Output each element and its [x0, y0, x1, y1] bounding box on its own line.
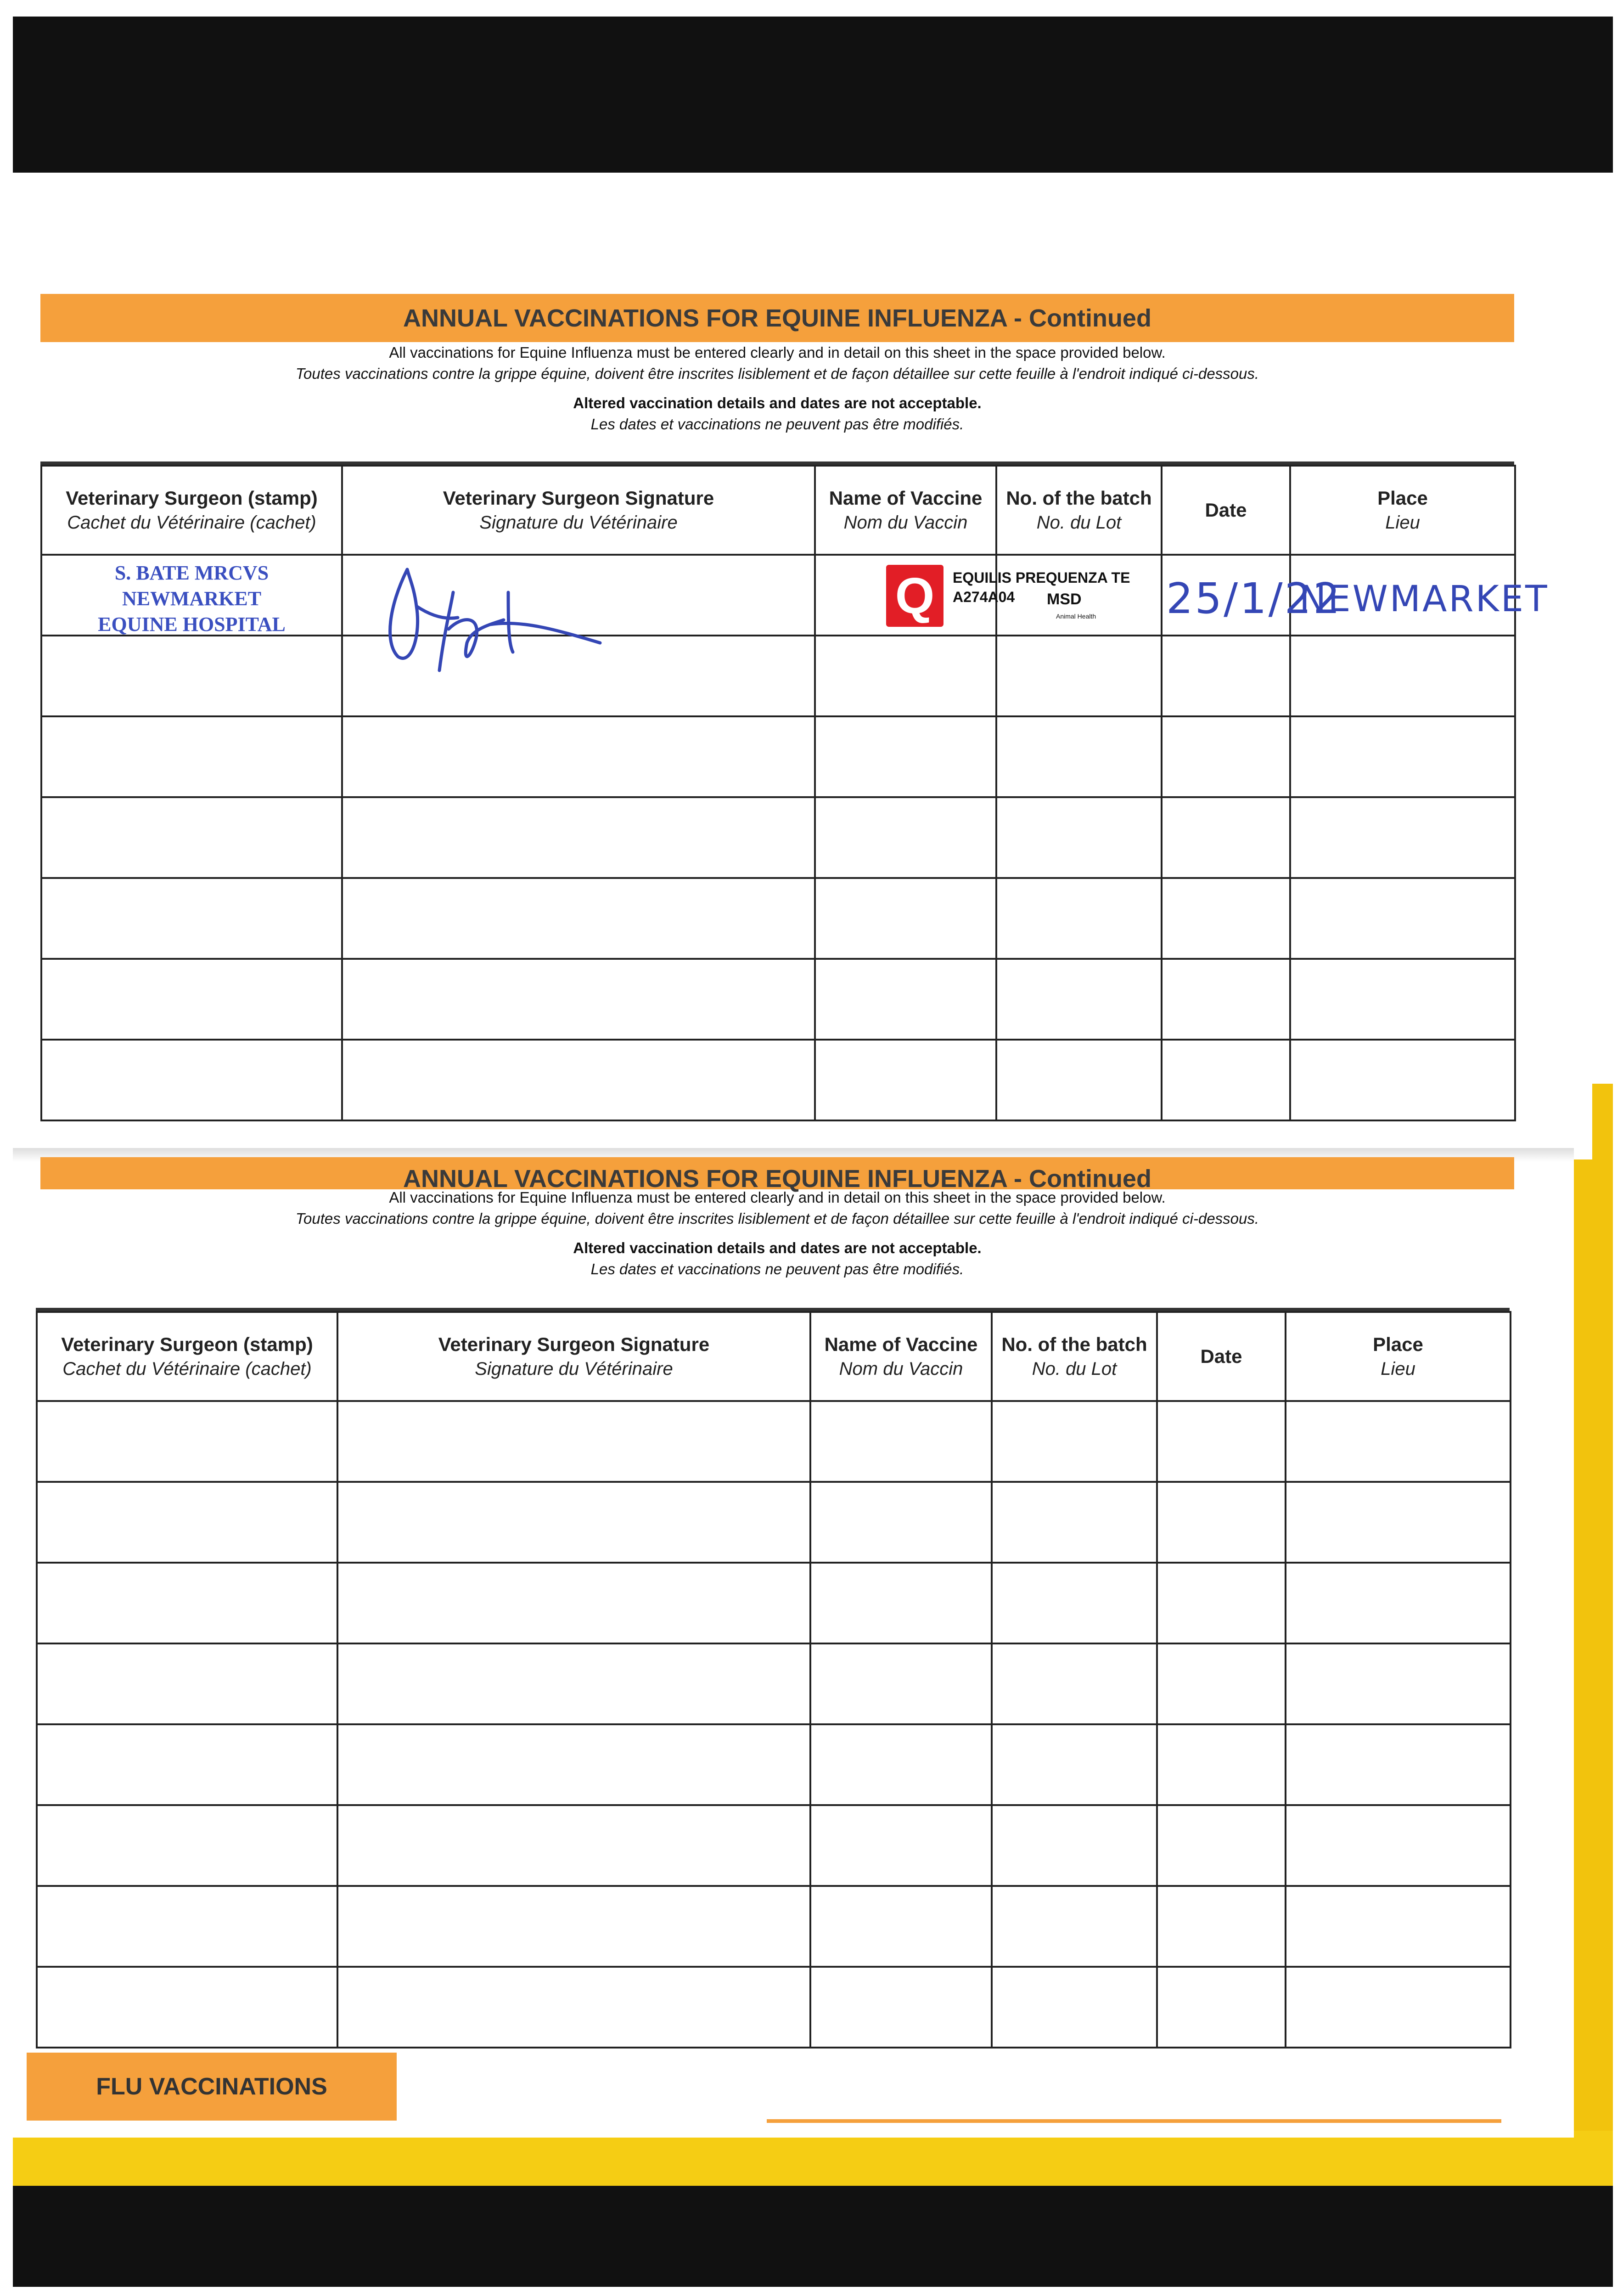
table-row	[37, 1724, 1511, 1805]
top-header-row	[41, 466, 1515, 555]
scan-background-bottom	[13, 2186, 1613, 2287]
bottom-instruction-en: All vaccinations for Equine Influenza must be entered clearly and in detail on this sheet in the space provided below.	[389, 1189, 1166, 1206]
col-date-header: Date	[1157, 1312, 1286, 1401]
top-banner	[40, 294, 1514, 342]
top-instructions	[40, 342, 1514, 435]
bottom-banner-title: ANNUAL VACCINATIONS FOR EQUINE INFLUENZA - Continued	[403, 1165, 1151, 1193]
handwritten-place: NEWMARKET	[1299, 579, 1549, 620]
top-instruction-fr: Toutes vaccinations contre la grippe équine, doivent être inscrites lisiblement et de façon détaillee sur cette feuille à l'endroit indiqué ci-dessous.	[295, 365, 1259, 382]
bottom-header-row	[37, 1312, 1511, 1401]
table-row	[41, 716, 1515, 797]
top-warning-fr: Les dates et vaccinations ne peuvent pas être modifiés.	[590, 416, 964, 433]
bottom-warning-fr: Les dates et vaccinations ne peuvent pas être modifiés.	[590, 1261, 964, 1277]
handwritten-date: 25/1/22	[1166, 574, 1342, 623]
col-place-header: Place Lieu	[1286, 1312, 1511, 1401]
signature-cell	[342, 555, 815, 636]
top-vaccination-table	[40, 465, 1516, 1121]
col-stamp-header: Veterinary Surgeon (stamp) Cachet du Vétérinaire (cachet)	[41, 466, 342, 555]
binder-cover-bottom	[13, 2131, 1613, 2190]
top-instruction-en: All vaccinations for Equine Influenza must be entered clearly and in detail on this sheet in the space provided below.	[389, 344, 1166, 361]
table-row	[37, 1967, 1511, 2048]
table-row	[41, 1040, 1515, 1120]
bottom-warning-en: Altered vaccination details and dates are not acceptable.	[573, 1239, 982, 1256]
table-row	[41, 959, 1515, 1040]
col-stamp-header: Veterinary Surgeon (stamp) Cachet du Vétérinaire (cachet)	[37, 1312, 337, 1401]
table-row	[37, 1805, 1511, 1886]
col-place-header: Place Lieu	[1290, 466, 1515, 555]
orange-edge-strip	[767, 2119, 1501, 2123]
vaccine-q-logo: Q	[886, 565, 943, 627]
col-batch-header: No. of the batch No. du Lot	[992, 1312, 1157, 1401]
vaccine-batch: A274A04	[953, 589, 1015, 605]
table-row	[37, 1886, 1511, 1967]
col-vaccine-header: Name of Vaccine Nom du Vaccin	[810, 1312, 992, 1401]
vaccine-name: EQUILIS PREQUENZA TE	[953, 569, 1130, 586]
bottom-vaccination-table	[36, 1311, 1511, 2048]
table-row	[41, 636, 1515, 716]
stamp-cell	[41, 555, 342, 636]
bottom-banner	[40, 1157, 1514, 1193]
col-date-header: Date	[1162, 466, 1290, 555]
table-row	[37, 1482, 1511, 1563]
top-warning-en: Altered vaccination details and dates are not acceptable.	[573, 394, 982, 411]
table-row	[37, 1563, 1511, 1643]
manufacturer-subtitle: Animal Health	[1056, 613, 1096, 620]
flu-vaccinations-label: FLU VACCINATIONS	[96, 2073, 327, 2100]
scan-background-top	[13, 17, 1613, 173]
bottom-instruction-fr: Toutes vaccinations contre la grippe équine, doivent être inscrites lisiblement et de façon détaillee sur cette feuille à l'endroit indiqué ci-dessous.	[295, 1210, 1259, 1227]
vet-stamp: S. BATE MRCVS NEWMARKET EQUINE HOSPITAL	[98, 562, 286, 636]
manufacturer-logo: MSD	[1047, 591, 1082, 608]
table-row	[41, 878, 1515, 959]
top-banner-title: ANNUAL VACCINATIONS FOR EQUINE INFLUENZA - Continued	[403, 304, 1151, 332]
col-signature-header: Veterinary Surgeon Signature Signature du Vétérinaire	[337, 1312, 810, 1401]
col-signature-header: Veterinary Surgeon Signature Signature du Vétérinaire	[342, 466, 815, 555]
table-row	[41, 797, 1515, 878]
col-vaccine-header: Name of Vaccine Nom du Vaccin	[815, 466, 996, 555]
table-row	[37, 1401, 1511, 1482]
vaccine-sticker	[886, 565, 1130, 625]
table-row	[37, 1643, 1511, 1724]
bottom-instructions	[40, 1187, 1514, 1280]
col-batch-header: No. of the batch No. du Lot	[996, 466, 1162, 555]
flu-vaccinations-tab[interactable]	[27, 2053, 397, 2121]
